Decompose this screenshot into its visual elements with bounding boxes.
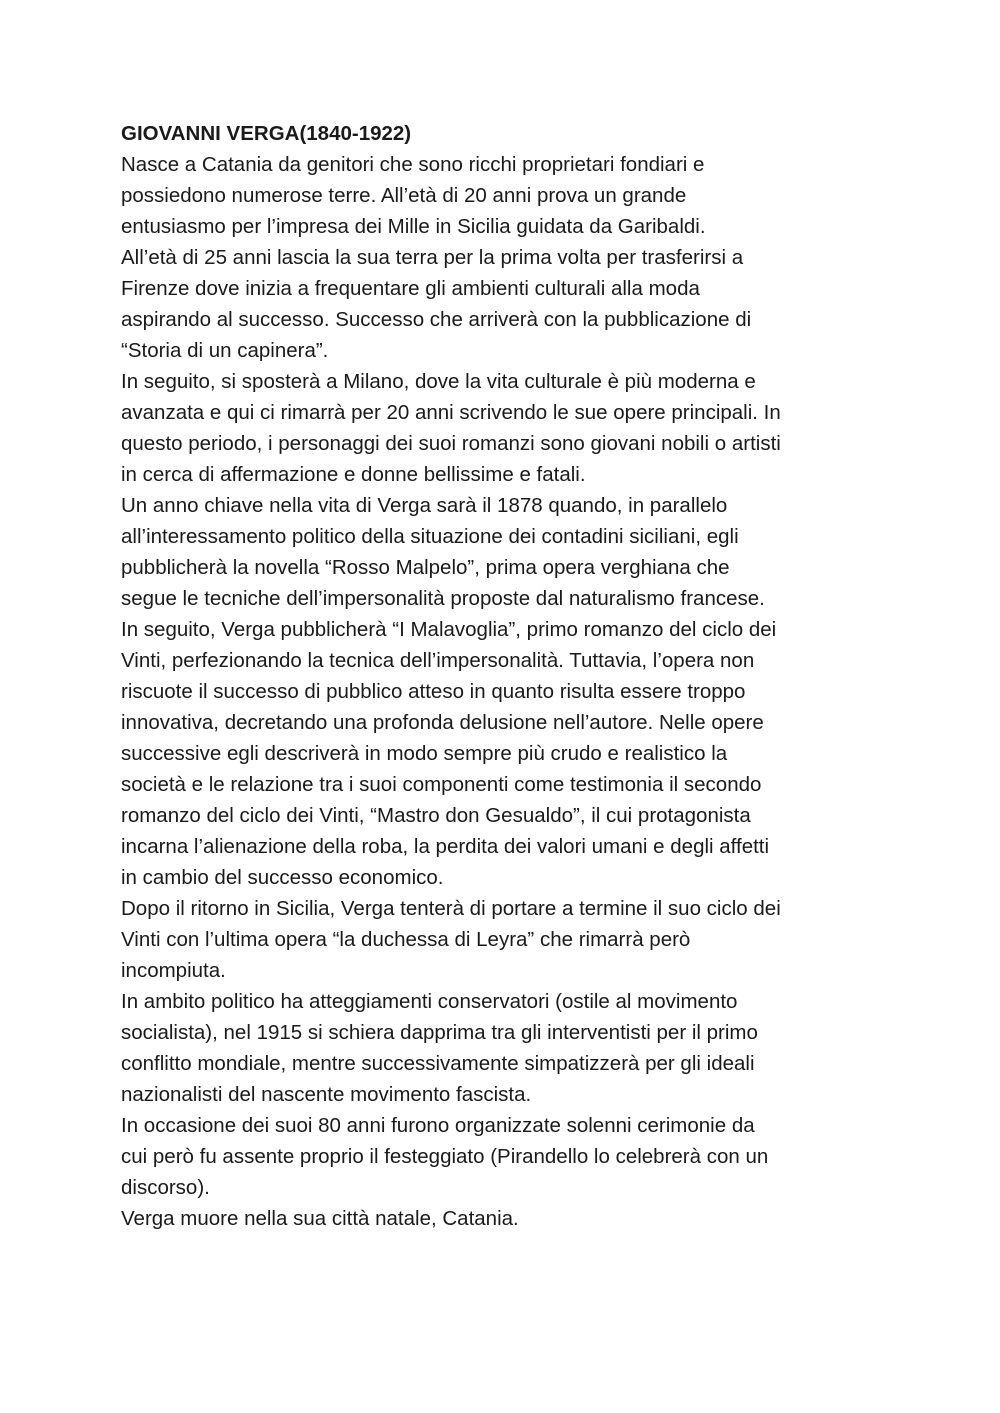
text-line: pubblicherà la novella “Rosso Malpelo”, prima opera verghiana che: [121, 556, 730, 579]
document-body: [121, 149, 891, 1234]
text-line: riscuote il successo di pubblico atteso in quanto risulta essere troppo: [121, 680, 746, 703]
text-line: incompiuta.: [121, 959, 226, 982]
text-line: entusiasmo per l’impresa dei Mille in Sicilia guidata da Garibaldi.: [121, 215, 706, 238]
text-line: nazionalisti del nascente movimento fascista.: [121, 1083, 532, 1106]
paragraph: [121, 893, 891, 986]
paragraph: [121, 1203, 891, 1234]
document-title: GIOVANNI VERGA(1840-1922): [121, 122, 412, 145]
document-page: [121, 118, 891, 1234]
text-line: segue le tecniche dell’impersonalità proposte dal naturalismo francese.: [121, 587, 765, 610]
text-line: in cerca di affermazione e donne bellissime e fatali.: [121, 463, 586, 486]
text-line: all’interessamento politico della situazione dei contadini siciliani, egli: [121, 525, 739, 548]
text-line: romanzo del ciclo dei Vinti, “Mastro don Gesualdo”, il cui protagonista: [121, 804, 751, 827]
text-line: possiedono numerose terre. All’età di 20 anni prova un grande: [121, 184, 687, 207]
text-line: questo periodo, i personaggi dei suoi romanzi sono giovani nobili o artisti: [121, 432, 781, 455]
text-line: innovativa, decretando una profonda delusione nell’autore. Nelle opere: [121, 711, 764, 734]
text-line: successive egli descriverà in modo sempre più crudo e realistico la: [121, 742, 728, 765]
text-line: conflitto mondiale, mentre successivamente simpatizzerà per gli ideali: [121, 1052, 755, 1075]
text-line: Vinti con l’ultima opera “la duchessa di Leyra” che rimarrà però: [121, 928, 691, 951]
text-line: Dopo il ritorno in Sicilia, Verga tenterà di portare a termine il suo ciclo dei: [121, 897, 781, 920]
text-line: Firenze dove inizia a frequentare gli ambienti culturali alla moda: [121, 277, 700, 300]
paragraph: [121, 242, 891, 366]
text-line: cui però fu assente proprio il festeggiato (Pirandello lo celebrerà con un: [121, 1145, 769, 1168]
text-line: “Storia di un capinera”.: [121, 339, 329, 362]
text-line: in cambio del successo economico.: [121, 866, 444, 889]
text-line: avanzata e qui ci rimarrà per 20 anni scrivendo le sue opere principali. In: [121, 401, 781, 424]
paragraph: [121, 986, 891, 1110]
text-line: In seguito, Verga pubblicherà “I Malavoglia”, primo romanzo del ciclo dei: [121, 618, 777, 641]
paragraph: [121, 490, 891, 614]
text-line: In occasione dei suoi 80 anni furono organizzate solenni cerimonie da: [121, 1114, 755, 1137]
text-line: Nasce a Catania da genitori che sono ricchi proprietari fondiari e: [121, 153, 705, 176]
paragraph: [121, 614, 891, 893]
paragraph: [121, 1110, 891, 1203]
text-line: socialista), nel 1915 si schiera dapprima tra gli interventisti per il primo: [121, 1021, 758, 1044]
text-line: Vinti, perfezionando la tecnica dell’impersonalità. Tuttavia, l’opera non: [121, 649, 755, 672]
text-line: società e le relazione tra i suoi componenti come testimonia il secondo: [121, 773, 762, 796]
text-line: incarna l’alienazione della roba, la perdita dei valori umani e degli affetti: [121, 835, 770, 858]
text-line: All’età di 25 anni lascia la sua terra per la prima volta per trasferirsi a: [121, 246, 744, 269]
paragraph: [121, 366, 891, 490]
text-line: Un anno chiave nella vita di Verga sarà il 1878 quando, in parallelo: [121, 494, 728, 517]
text-line: aspirando al successo. Successo che arriverà con la pubblicazione di: [121, 308, 752, 331]
paragraph: [121, 149, 891, 242]
text-line: discorso).: [121, 1176, 210, 1199]
text-line: Verga muore nella sua città natale, Catania.: [121, 1207, 519, 1230]
text-line: In seguito, si sposterà a Milano, dove la vita culturale è più moderna e: [121, 370, 756, 393]
text-line: In ambito politico ha atteggiamenti conservatori (ostile al movimento: [121, 990, 738, 1013]
